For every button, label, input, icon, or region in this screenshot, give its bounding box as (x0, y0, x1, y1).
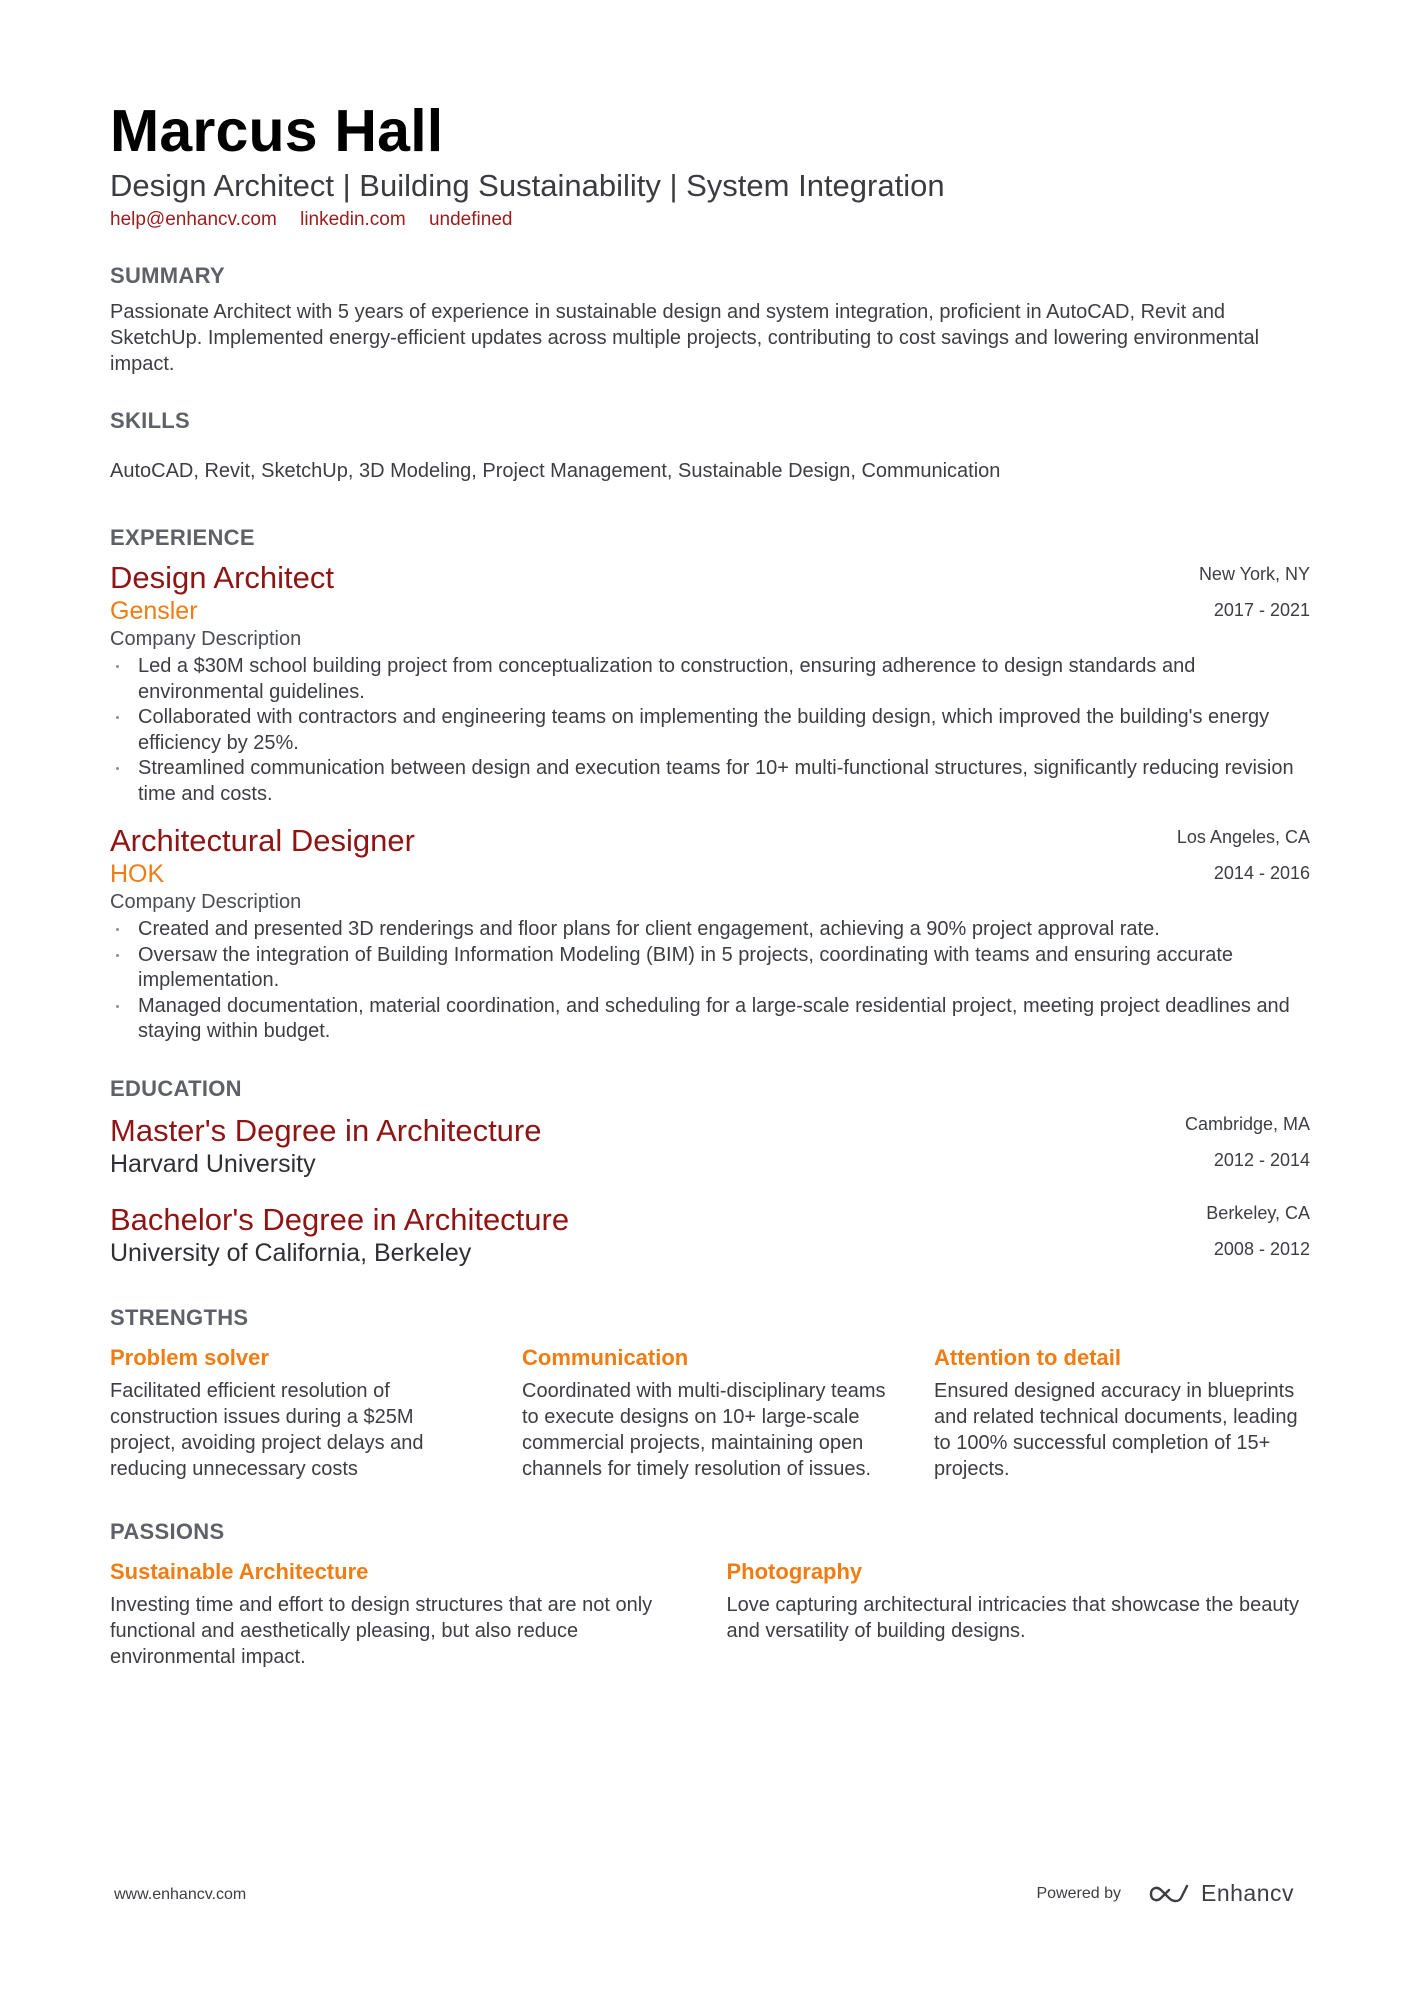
passions-section (110, 1518, 1310, 1670)
candidate-headline: Design Architect | Building Sustainability | System Integration (110, 168, 945, 203)
section-title-summary: SUMMARY (110, 263, 225, 288)
passions-grid (110, 1558, 1310, 1670)
list-item: Oversaw the integration of Building Information Modeling (BIM) in 5 projects, coordinating with teams and ensuring accurate implementation. (110, 943, 1310, 994)
list-item: Led a $30M school building project from conceptualization to construction, ensuring adherence to design standards and environmental guidelines. (110, 654, 1310, 705)
entry-meta (1206, 1202, 1310, 1260)
company-description: Company Description (110, 891, 302, 913)
strength-item (522, 1344, 892, 1482)
company-name: HOK (110, 860, 165, 888)
list-item: Managed documentation, material coordination, and scheduling for a large-scale residential project, meeting project deadlines and staying within budget. (110, 994, 1310, 1045)
list-item: Created and presented 3D renderings and floor plans for client engagement, achieving a 90% project approval rate. (110, 917, 1310, 943)
footer-website[interactable]: www.enhancv.com (114, 1886, 247, 1903)
entry-dates: 2014 - 2016 (1213, 863, 1310, 883)
school-name: Harvard University (110, 1149, 316, 1178)
strength-title: Communication (522, 1344, 689, 1370)
experience-entry (110, 560, 1310, 807)
list-item: Collaborated with contractors and engineering teams on implementing the building design, which improved the building's energy efficiency by 25%. (110, 705, 1310, 756)
candidate-name: Marcus Hall (110, 98, 444, 164)
job-title: Design Architect (110, 560, 334, 595)
strength-item (934, 1344, 1304, 1482)
passion-item (110, 1558, 694, 1670)
achievement-list (110, 917, 1310, 1045)
powered-by-label: Powered by (1036, 1884, 1121, 1902)
section-title-skills: SKILLS (110, 408, 191, 433)
enhancv-logo-icon (1147, 1882, 1193, 1906)
strength-title: Problem solver (110, 1344, 269, 1370)
education-entry (110, 1202, 1310, 1268)
brand-name[interactable]: Enhancv (1200, 1880, 1294, 1906)
passion-title: Sustainable Architecture (110, 1558, 369, 1584)
strength-text: Facilitated efficient resolution of construction issues during a $25M project, avoiding project delays and reducing unnecessary costs (110, 1379, 424, 1480)
entry-meta (1177, 826, 1310, 884)
company-description: Company Description (110, 628, 302, 650)
entry-location: Los Angeles, CA (1176, 827, 1310, 847)
achievement-list (110, 654, 1310, 807)
school-name: University of California, Berkeley (110, 1238, 472, 1267)
passion-item (727, 1558, 1311, 1670)
summary-section (110, 262, 1310, 377)
degree-title: Bachelor's Degree in Architecture (110, 1201, 570, 1237)
entry-location: Berkeley, CA (1206, 1202, 1310, 1223)
entry-meta (1185, 1113, 1310, 1171)
section-title-passions: PASSIONS (110, 1518, 225, 1544)
resume-header (110, 96, 1310, 232)
entry-dates: 2008 - 2012 (1213, 1238, 1310, 1259)
strength-item (110, 1344, 480, 1482)
skills-section (110, 407, 1310, 484)
job-title: Architectural Designer (110, 823, 415, 858)
contact-links (110, 208, 1310, 232)
education-entry (110, 1113, 1310, 1179)
entry-location: Cambridge, MA (1184, 1113, 1310, 1134)
strengths-grid (110, 1344, 1310, 1482)
strength-text: Coordinated with multi-disciplinary teams to execute designs on 10+ large-scale commercial projects, maintaining open channels for timely resolution of issues. (522, 1379, 886, 1480)
experience-entry (110, 823, 1310, 1045)
section-title-education: EDUCATION (110, 1075, 242, 1101)
entry-meta (1199, 563, 1310, 621)
skills-text: AutoCAD, Revit, SketchUp, 3D Modeling, Project Management, Sustainable Design, Communication (110, 460, 1001, 482)
linkedin-link[interactable]: linkedin.com (300, 209, 406, 230)
entry-location: New York, NY (1198, 564, 1310, 584)
entry-dates: 2017 - 2021 (1213, 600, 1310, 620)
passion-text: Love capturing architectural intricacies that showcase the beauty and versatility of building designs. (726, 1593, 1300, 1642)
company-name: Gensler (110, 597, 198, 625)
passion-text: Investing time and effort to design structures that are not only functional and aesthetically pleasing, but also reduce environmental impact. (110, 1593, 653, 1668)
summary-text: Passionate Architect with 5 years of experience in sustainable design and system integration, proficient in AutoCAD, Revit and SketchUp. Implemented energy-efficient updates across multiple projects, contributing to cost savings and lowering environmental impact. (110, 301, 1260, 375)
website-link[interactable]: undefined (428, 209, 513, 230)
resume-page (110, 96, 1310, 1670)
passion-title: Photography (726, 1558, 863, 1584)
degree-title: Master's Degree in Architecture (110, 1112, 542, 1148)
footer-branding (1036, 1880, 1294, 1907)
education-section (110, 1075, 1310, 1268)
strengths-section (110, 1304, 1310, 1482)
section-title-experience: EXPERIENCE (110, 525, 255, 550)
experience-section (110, 524, 1310, 1045)
email-link[interactable]: help@enhancv.com (110, 209, 277, 230)
strength-title: Attention to detail (934, 1344, 1121, 1370)
list-item: Streamlined communication between design and execution teams for 10+ multi-functional structures, significantly reducing revision time and costs. (110, 756, 1310, 807)
section-title-strengths: STRENGTHS (110, 1304, 249, 1330)
strength-text: Ensured designed accuracy in blueprints and related technical documents, leading to 100% successful completion of 15+ projects. (934, 1379, 1298, 1480)
entry-dates: 2012 - 2014 (1213, 1149, 1310, 1170)
